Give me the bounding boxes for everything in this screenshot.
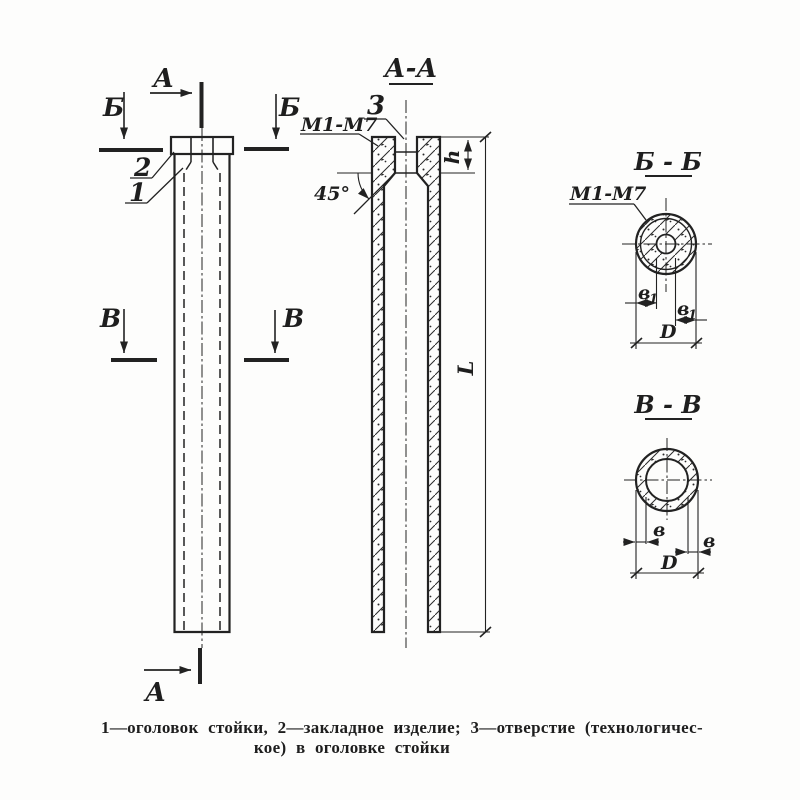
bb-dim-b1-left-sub: 1 (649, 292, 659, 307)
vv-dim-D-label: D (661, 552, 678, 574)
callout-3-label: 3 (367, 91, 386, 121)
marker-b-right-label: Б (279, 93, 301, 122)
section-vv-title: В - В (634, 390, 702, 419)
caption-line-1: 1—оголовок стойки, 2—закладное изделие; 3—отверстие (технологичес- (101, 718, 703, 737)
section-aa-title: А-А (384, 54, 438, 84)
marker-b-left-label: Б (103, 93, 125, 122)
aa-dim-L-label: L (453, 360, 478, 376)
aa-left-wall (372, 137, 395, 632)
callout-1-label: 1 (129, 178, 147, 207)
section-plane-b (99, 92, 289, 150)
aa-right-wall (417, 137, 440, 632)
aa-dim-h-label: h (440, 149, 464, 165)
marker-a-top-label: А (153, 64, 175, 94)
marker-v-right-label: В (283, 304, 305, 333)
bb-dim-D-label: D (660, 321, 677, 343)
section-bb-title: Б - Б (634, 147, 702, 176)
bb-embed-label: М1-М7 (570, 183, 647, 205)
bb-dim-b1-right-sub: 1 (688, 308, 698, 323)
marker-v-left-label: В (100, 304, 122, 333)
caption-line-2: кое) в оголовке стойки (253, 738, 451, 757)
aa-angle-label: 45° (314, 183, 350, 205)
vv-dim-b-left-label: в (653, 519, 666, 541)
section-plane-v (111, 309, 289, 360)
aa-embed-label: М1-М7 (301, 114, 378, 136)
bb-dim-b1-left-label: в (638, 282, 651, 304)
elevation-view (99, 82, 289, 684)
callout-2-label: 2 (134, 153, 152, 182)
aa-dim-L (480, 132, 491, 637)
bb-dim-b1-right-label: в (677, 298, 690, 320)
marker-a-bottom-label: А (145, 678, 167, 708)
vv-dim-b-right-label: в (703, 530, 716, 552)
